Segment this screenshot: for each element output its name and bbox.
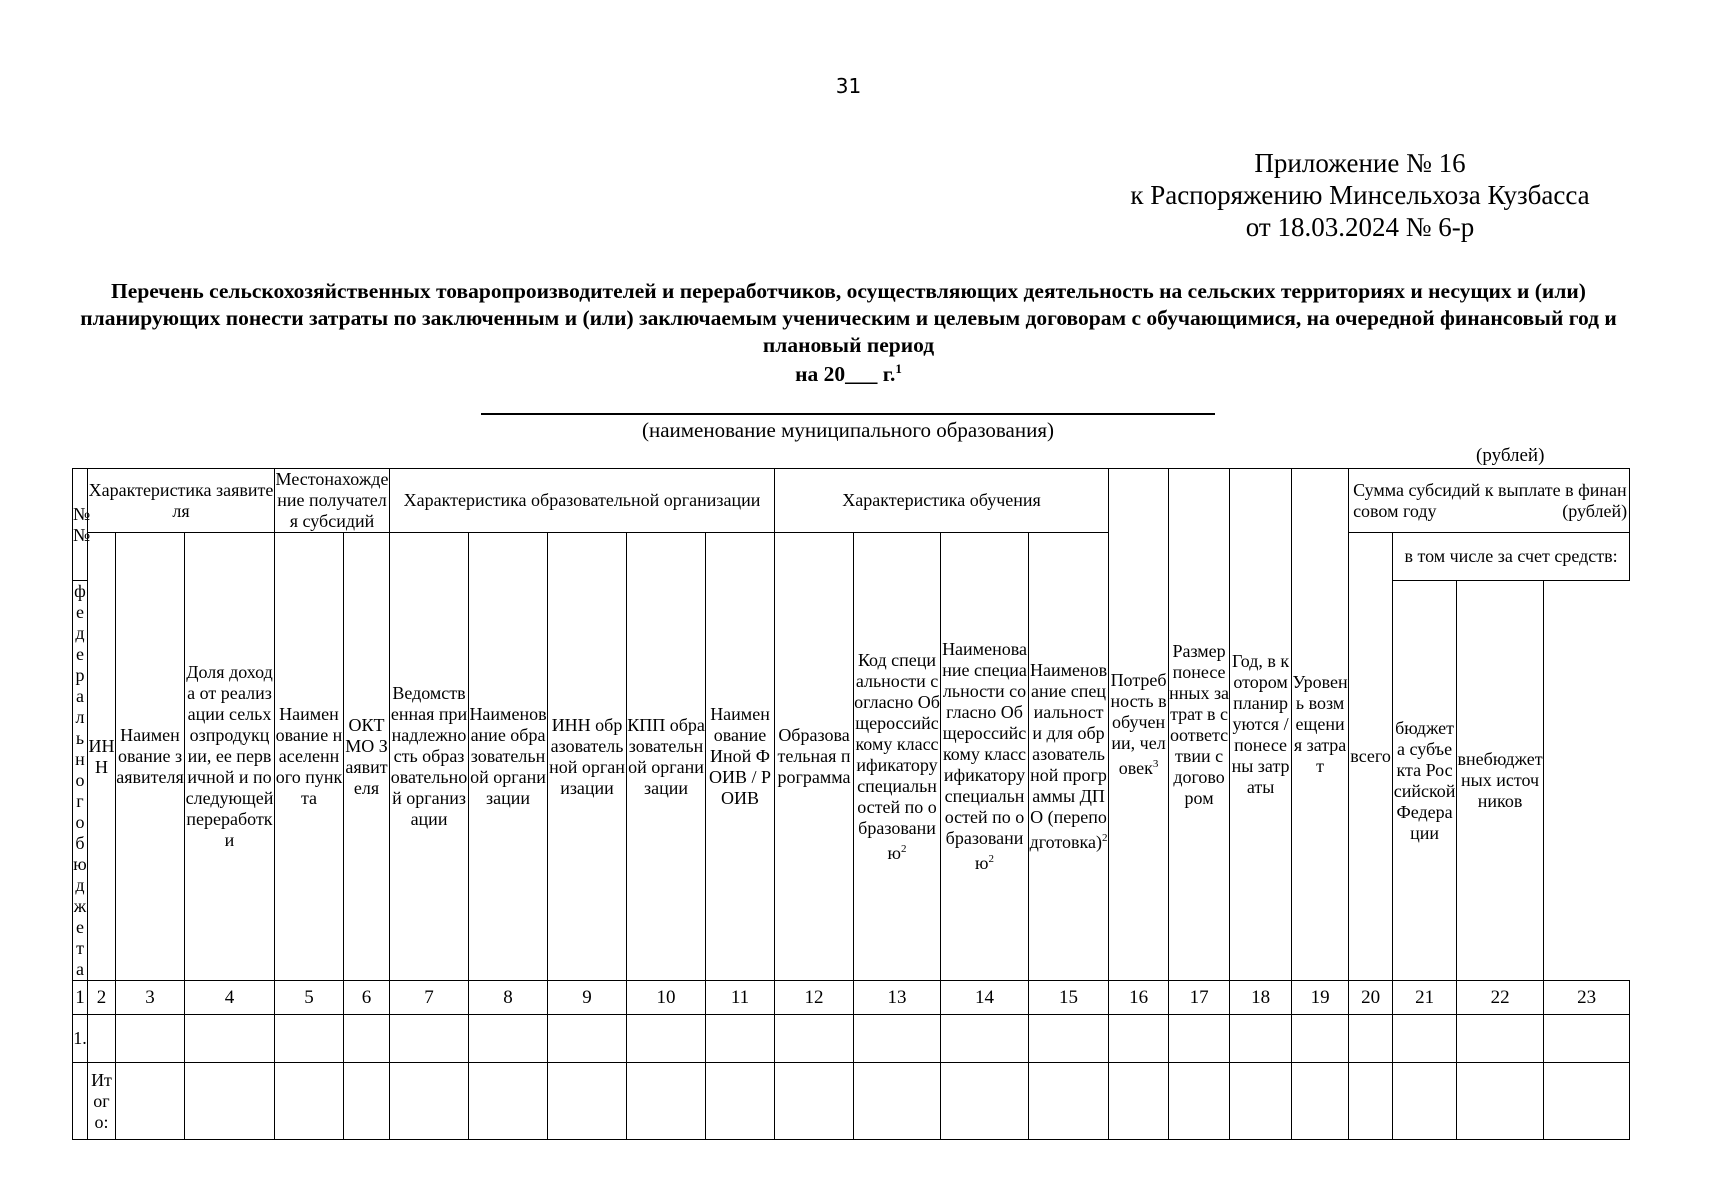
total-cell[interactable] bbox=[706, 1063, 775, 1140]
col-regional: бюджета субъекта Российской Федерации bbox=[1393, 581, 1457, 981]
total-cell[interactable] bbox=[1544, 1063, 1630, 1140]
table-cell[interactable] bbox=[854, 1015, 941, 1063]
column-number: 21 bbox=[1393, 981, 1457, 1015]
group-location: Местонахождение получателя субсидий bbox=[275, 469, 389, 531]
table-cell[interactable] bbox=[469, 1015, 548, 1063]
column-number: 10 bbox=[627, 981, 706, 1015]
col-program: Образовательная программа bbox=[775, 533, 854, 981]
appendix-header bbox=[1000, 147, 1720, 243]
appendix-reference: к Распоряжению Минсельхоза Кузбасса bbox=[1130, 180, 1590, 210]
table-cell[interactable] bbox=[941, 1015, 1029, 1063]
column-number: 6 bbox=[344, 981, 390, 1015]
group-subsidy-sum bbox=[1349, 469, 1630, 533]
column-number: 14 bbox=[941, 981, 1029, 1015]
appendix-number: Приложение № 16 bbox=[1254, 148, 1466, 178]
total-cell[interactable] bbox=[548, 1063, 627, 1140]
table-cell[interactable] bbox=[344, 1015, 390, 1063]
total-cell[interactable] bbox=[854, 1063, 941, 1140]
column-number: 3 bbox=[116, 981, 185, 1015]
subsidy-table bbox=[72, 468, 1630, 1140]
column-number: 12 bbox=[775, 981, 854, 1015]
col-org-kpp: КПП образовательной организации bbox=[627, 533, 706, 981]
table-cell[interactable] bbox=[1029, 1015, 1109, 1063]
group-subsidy-units: (рублей) bbox=[1562, 500, 1628, 521]
title-year bbox=[0, 361, 1697, 387]
column-number: 7 bbox=[390, 981, 469, 1015]
table-cell[interactable] bbox=[548, 1015, 627, 1063]
total-cell[interactable] bbox=[185, 1063, 275, 1140]
col-number-header: №№ bbox=[73, 469, 88, 581]
table-cell[interactable] bbox=[390, 1015, 469, 1063]
total-cell[interactable] bbox=[275, 1063, 344, 1140]
total-row bbox=[73, 1063, 1630, 1140]
column-number: 4 bbox=[185, 981, 275, 1015]
column-number: 18 bbox=[1230, 981, 1292, 1015]
col-need-text: Потребность в обучении, человек bbox=[1110, 670, 1167, 778]
total-cell[interactable] bbox=[344, 1063, 390, 1140]
total-cell[interactable] bbox=[390, 1063, 469, 1140]
total-cell[interactable] bbox=[1292, 1063, 1349, 1140]
col-incl-sources: в том числе за счет средств: bbox=[1393, 533, 1630, 581]
table-row bbox=[73, 1015, 1630, 1063]
col-need-footnote: 3 bbox=[1152, 758, 1159, 770]
table-cell[interactable] bbox=[1349, 1015, 1393, 1063]
column-number: 22 bbox=[1457, 981, 1544, 1015]
column-number: 23 bbox=[1544, 981, 1630, 1015]
page-number: 31 bbox=[835, 74, 862, 98]
table-cell[interactable] bbox=[1292, 1015, 1349, 1063]
col-spec-name-text: Наименование специальности согласно Общероссийскому классификатору специальностей по образованию bbox=[942, 639, 1027, 873]
col-dpo-name-text: Наименование специальности для образовательной программы ДПО (переподготовка) bbox=[1029, 660, 1108, 852]
document-title: Перечень сельскохозяйственных товаропроизводителей и переработчиков, осуществляющих деятельность на сельских территориях и несущих и (или) планирующих понести затраты по заключенным и (или) заключаемым ученическим и целевым договорам с обучающимися, на очередной финансовый год и плановый период bbox=[80, 279, 1617, 357]
col-extrabudget: внебюджетных источников bbox=[1457, 581, 1544, 981]
table-cell[interactable] bbox=[185, 1015, 275, 1063]
col-spec-name bbox=[941, 533, 1029, 981]
total-cell[interactable] bbox=[116, 1063, 185, 1140]
column-number: 15 bbox=[1029, 981, 1109, 1015]
col-total: всего bbox=[1349, 533, 1393, 981]
col-reimb-level: Уровень возмещения затрат bbox=[1292, 469, 1349, 981]
col-org-inn: ИНН образовательной организации bbox=[548, 533, 627, 981]
column-number: 8 bbox=[469, 981, 548, 1015]
table-cell[interactable] bbox=[1230, 1015, 1292, 1063]
col-need bbox=[1109, 469, 1169, 981]
col-org-name: Наименование образовательной организации bbox=[469, 533, 548, 981]
table-cell[interactable] bbox=[1544, 1015, 1630, 1063]
total-cell[interactable] bbox=[469, 1063, 548, 1140]
col-dpo-name-footnote: 2 bbox=[1102, 832, 1108, 844]
group-subsidy-sum-text: Сумма субсидий к выплате в финансовом году bbox=[1353, 479, 1627, 521]
col-spec-name-footnote: 2 bbox=[988, 853, 994, 865]
col-spec-code-text: Код специальности согласно Общероссийскому классификатору специальностей по образованию bbox=[854, 649, 940, 863]
table-cell[interactable] bbox=[1109, 1015, 1169, 1063]
table-cell[interactable] bbox=[88, 1015, 116, 1063]
total-cell[interactable] bbox=[1169, 1063, 1230, 1140]
municipality-line bbox=[481, 413, 1215, 415]
col-foiv-name: Наименование Иной ФОИВ / РОИВ bbox=[706, 533, 775, 981]
table-cell[interactable] bbox=[116, 1015, 185, 1063]
column-number: 17 bbox=[1169, 981, 1230, 1015]
total-cell[interactable] bbox=[1393, 1063, 1457, 1140]
total-cell[interactable] bbox=[1230, 1063, 1292, 1140]
col-affiliation: Ведомственная принадлежность образовательной организации bbox=[390, 533, 469, 981]
table-cell[interactable] bbox=[775, 1015, 854, 1063]
col-cost-size: Размер понесенных затрат в соответствии с договором bbox=[1169, 469, 1230, 981]
title-year-footnote: 1 bbox=[895, 361, 902, 376]
col-federal: федерального бюджета bbox=[73, 581, 87, 979]
total-empty-cell bbox=[73, 1063, 88, 1140]
total-cell[interactable] bbox=[775, 1063, 854, 1140]
group-applicant: Характеристика заявителя bbox=[88, 469, 275, 533]
table-cell[interactable] bbox=[1393, 1015, 1457, 1063]
col-dpo-name bbox=[1029, 533, 1109, 981]
header-row-columns bbox=[73, 533, 1630, 581]
table-cell[interactable] bbox=[627, 1015, 706, 1063]
table-cell[interactable] bbox=[275, 1015, 344, 1063]
col-inn: ИНН bbox=[88, 533, 116, 981]
col-applicant-name: Наименование заявителя bbox=[116, 533, 185, 981]
municipality-caption: (наименование муниципального образования) bbox=[641, 418, 1055, 442]
col-year-planned: Год, в котором планируются / понесены затраты bbox=[1230, 469, 1292, 981]
column-number: 9 bbox=[548, 981, 627, 1015]
col-spec-code bbox=[854, 533, 941, 981]
column-number: 5 bbox=[275, 981, 344, 1015]
table-cell[interactable] bbox=[1169, 1015, 1230, 1063]
total-cell[interactable] bbox=[1349, 1063, 1393, 1140]
column-number: 11 bbox=[706, 981, 775, 1015]
total-cell[interactable] bbox=[1457, 1063, 1544, 1140]
appendix-date: от 18.03.2024 № 6-р bbox=[1245, 212, 1475, 242]
group-training: Характеристика обучения bbox=[775, 469, 1109, 533]
col-settlement: Наименование населенного пункта bbox=[275, 533, 344, 981]
column-number: 16 bbox=[1109, 981, 1169, 1015]
table-cell[interactable] bbox=[1457, 1015, 1544, 1063]
units-label: (рублей) bbox=[1476, 445, 1545, 466]
col-income-share: Доля дохода от реализации сельхозпродукции, ее первичной и последующей переработки bbox=[185, 533, 275, 981]
total-cell[interactable] bbox=[1109, 1063, 1169, 1140]
column-number: 13 bbox=[854, 981, 941, 1015]
total-cell[interactable] bbox=[1029, 1063, 1109, 1140]
col-spec-code-footnote: 2 bbox=[900, 842, 907, 855]
column-number: 2 bbox=[88, 981, 116, 1015]
column-number: 20 bbox=[1349, 981, 1393, 1015]
total-cell[interactable] bbox=[627, 1063, 706, 1140]
title-year-text: на 20___ г. bbox=[795, 362, 896, 387]
table-cell[interactable] bbox=[706, 1015, 775, 1063]
row-number: 1. bbox=[73, 1015, 88, 1063]
column-number: 1 bbox=[73, 981, 88, 1015]
col-oktmo: ОКТМО Заявителя bbox=[344, 533, 390, 981]
total-label: Итого: bbox=[88, 1063, 116, 1140]
total-cell[interactable] bbox=[941, 1063, 1029, 1140]
column-number: 19 bbox=[1292, 981, 1349, 1015]
group-edu-org: Характеристика образовательной организации bbox=[390, 469, 775, 533]
column-numbers-row bbox=[73, 981, 1630, 1015]
